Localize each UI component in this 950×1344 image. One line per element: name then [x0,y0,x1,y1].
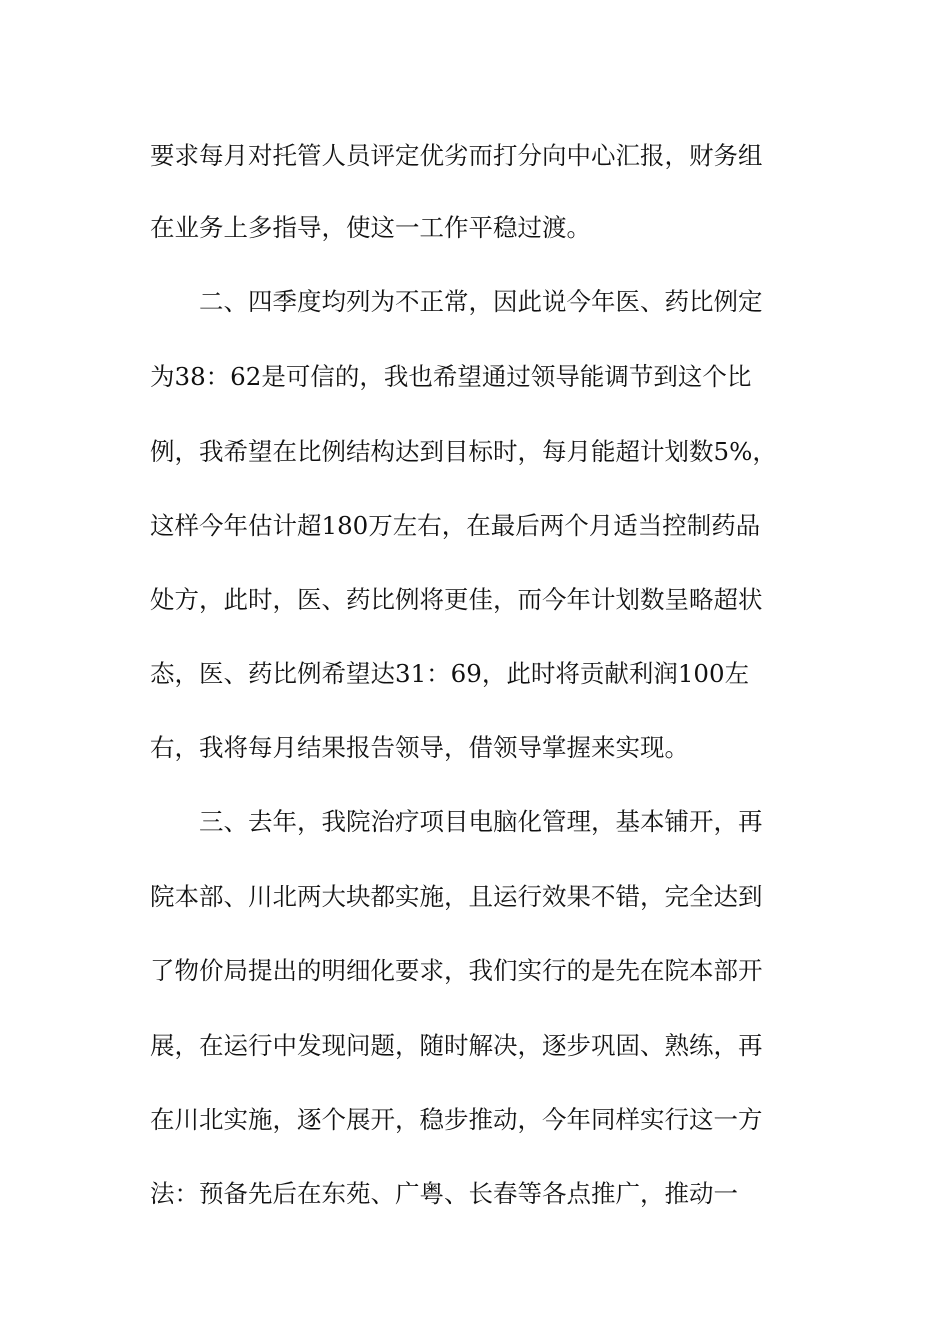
text-line: 在业务上多指导，使这一工作平稳过渡。 [150,213,591,242]
text-line: 展，在运行中发现问题，随时解决，逐步巩固、熟练，再 [150,1031,763,1060]
text-line: 了物价局提出的明细化要求，我们实行的是先在院本部开 [150,956,763,985]
paragraph-start-line: 二、四季度均列为不正常，因此说今年医、药比例定 [199,287,763,316]
text-line: 为38：62是可信的，我也希望通过领导能调节到这个比 [150,362,752,391]
text-line: 态，医、药比例希望达31：69，此时将贡献利润100左 [150,659,750,688]
text-line: 例，我希望在比例结构达到目标时，每月能超计划数5%， [150,437,777,466]
text-line: 法：预备先后在东苑、广粤、长春等各点推广，推动一 [150,1179,738,1208]
text-line: 院本部、川北两大块都实施，且运行效果不错，完全达到 [150,882,763,911]
text-line: 这样今年估计超180万左右，在最后两个月适当控制药品 [150,511,761,540]
text-line: 处方，此时，医、药比例将更佳，而今年计划数呈略超状 [150,585,763,614]
text-line: 在川北实施，逐个展开，稳步推动，今年同样实行这一方 [150,1105,763,1134]
text-line: 右，我将每月结果报告领导，借领导掌握来实现。 [150,733,689,762]
text-line: 要求每月对托管人员评定优劣而打分向中心汇报，财务组 [150,141,763,170]
paragraph-start-line: 三、去年，我院治疗项目电脑化管理，基本铺开，再 [199,807,763,836]
